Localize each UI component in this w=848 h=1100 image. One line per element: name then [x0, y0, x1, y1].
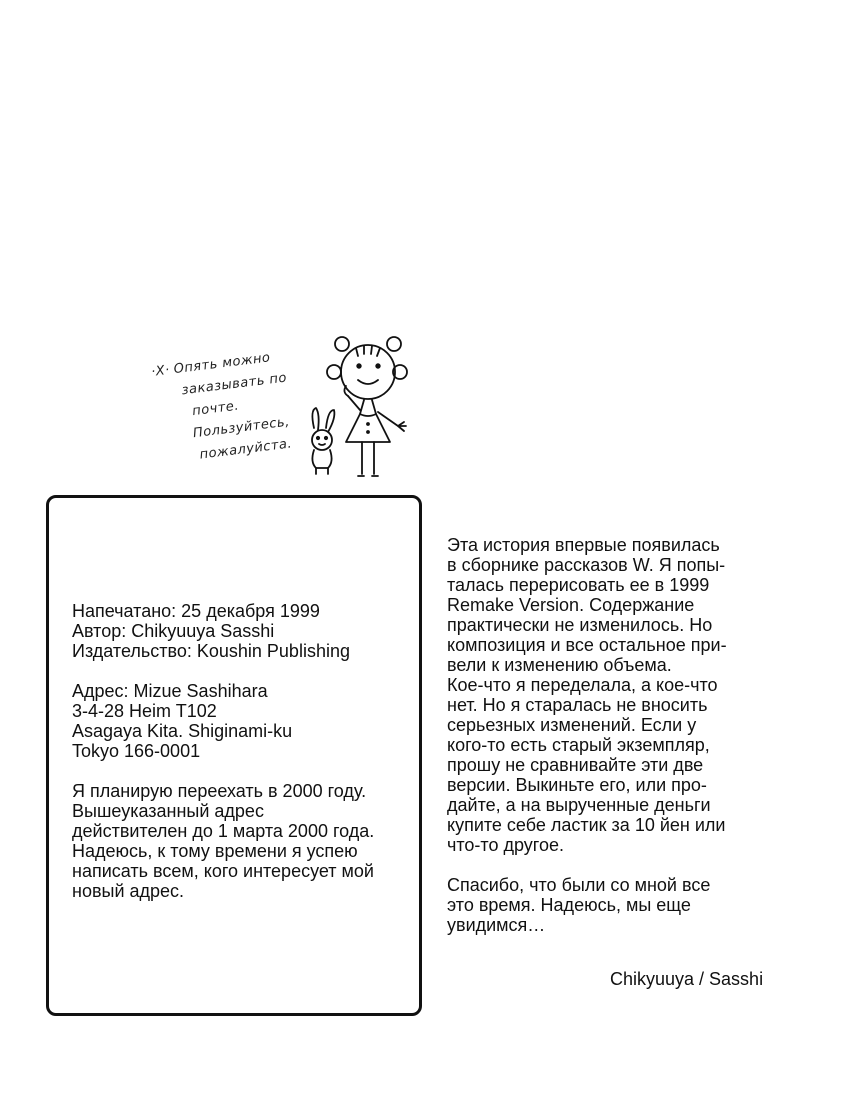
afterword-line: Эта история впервые появилась — [447, 535, 720, 555]
thanks-line: Спасибо, что были со мной все — [447, 875, 711, 895]
afterword-line: в сборнике рассказов W. Я попы- — [447, 555, 726, 575]
afterword-line: Кое-что я переделала, а кое-что — [447, 675, 718, 695]
afterword-line: композиция и все остальное при- — [447, 635, 727, 655]
note-mark: ·X· — [150, 362, 171, 380]
moving-notice-line: Вышеуказанный адрес — [72, 801, 264, 821]
moving-notice-line: новый адрес. — [72, 881, 185, 901]
afterword-line: кого-то есть старый экземпляр, — [447, 735, 710, 755]
doodle-drawing — [298, 330, 418, 482]
publication-date: Напечатано: 25 декабря 1999 — [72, 601, 320, 621]
moving-notice-line: Надеюсь, к тому времени я успею — [72, 841, 358, 861]
afterword-line: дайте, а на вырученные деньги — [447, 795, 711, 815]
signature: Chikyuuya / Sasshi — [610, 969, 764, 989]
note-line: Опять можно — [172, 350, 272, 378]
address-line: Asagaya Kita. Shiginami-ku — [72, 721, 293, 741]
moving-notice-line: действителен до 1 марта 2000 года. — [72, 821, 375, 841]
info-box — [72, 601, 422, 901]
afterword-line: что-то другое. — [447, 835, 564, 855]
note-line: пожалуйста. — [198, 436, 293, 463]
thanks-line: увидимся… — [447, 915, 546, 935]
moving-notice-line: написать всем, кого интересует мой — [72, 861, 374, 881]
note-line: почте. — [191, 398, 240, 420]
afterword-line: нет. Но я старалась не вносить — [447, 695, 708, 715]
girl-with-buns-icon — [327, 337, 407, 476]
afterword-line: практически не изменилось. Но — [447, 615, 713, 635]
bunny-toy-icon — [312, 408, 334, 474]
afterword-line: купите себе ластик за 10 йен или — [447, 815, 726, 835]
note-line: Пользуйтесь, — [192, 414, 291, 442]
afterword-line: вели к изменению объема. — [447, 655, 672, 675]
afterword-line: версии. Выкиньте его, или про- — [447, 775, 707, 795]
address-line: Tokyo 166-0001 — [72, 741, 201, 761]
moving-notice-line: Я планирую переехать в 2000 году. — [72, 781, 367, 801]
publisher-line: Издательство: Koushin Publishing — [72, 641, 350, 661]
author-line: Автор: Chikyuuya Sasshi — [72, 621, 275, 641]
afterword-line: прошу не сравнивайте эти две — [447, 755, 704, 775]
afterword-line: Remake Version. Содержание — [447, 595, 695, 615]
address-line: Адрес: Mizue Sashihara — [72, 681, 268, 701]
note-line: заказывать по — [180, 370, 288, 399]
address-line: 3-4-28 Heim T102 — [72, 701, 217, 721]
thanks-line: это время. Надеюсь, мы еще — [447, 895, 691, 915]
afterword-line: серьезных изменений. Если у — [447, 715, 697, 735]
afterword-line: талась перерисовать ее в 1999 — [447, 575, 710, 595]
afterword-text — [447, 535, 787, 935]
